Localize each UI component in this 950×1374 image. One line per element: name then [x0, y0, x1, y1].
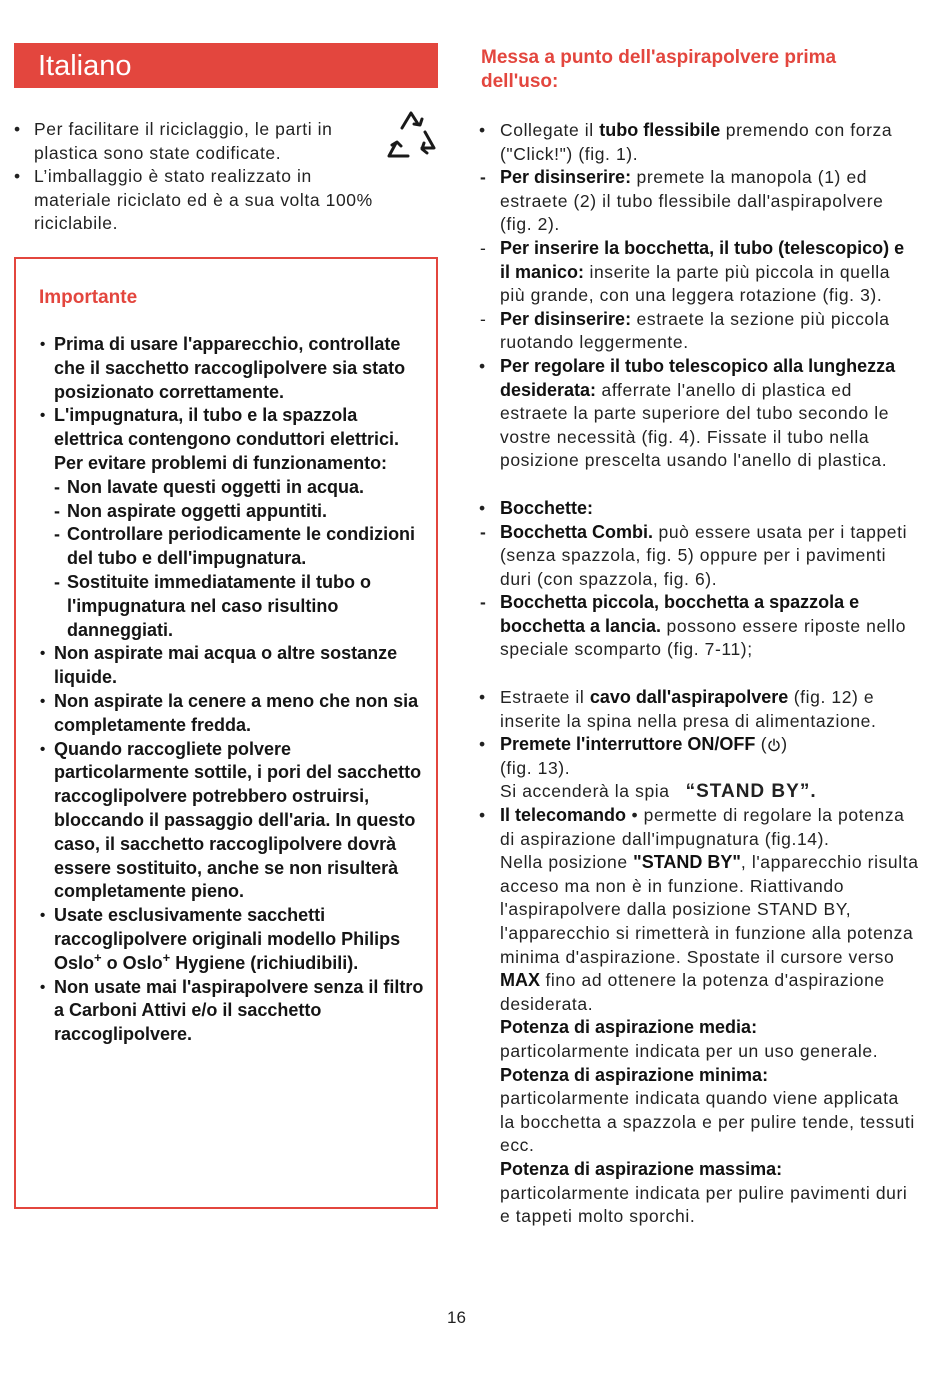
setup-text: particolarmente indicata per un uso generale. — [500, 1040, 879, 1061]
setup-item — [479, 804, 919, 1229]
setup-item — [479, 686, 919, 733]
setup-item — [479, 237, 919, 308]
page-number: 16 — [447, 1308, 466, 1327]
important-item — [40, 333, 430, 404]
setup-text: particolarmente indicata quando viene applicata la bocchetta a spazzola e per pulire tende, tessuti ecc. — [500, 1088, 915, 1156]
important-item — [40, 642, 430, 690]
setup-item — [479, 355, 919, 473]
setup-bold: cavo dall'aspirapolvere — [589, 687, 789, 708]
setup-text: ( — [755, 734, 768, 755]
setup-item — [479, 497, 919, 521]
setup-item — [479, 733, 919, 804]
setup-bold: Bocchetta piccola, bocchetta a spazzola e bocchetta a lancia. — [500, 592, 860, 636]
setup-text: Nella posizione — [500, 852, 634, 873]
spacer — [479, 662, 919, 686]
important-dash-item: - Sostituite immediatamente il tubo o l'impugnatura nel caso risultino danneggiati. — [54, 571, 430, 642]
spacer — [479, 473, 919, 497]
setup-text: ) — [781, 734, 788, 755]
setup-bold: Potenza di aspirazione minima: — [500, 1064, 769, 1085]
important-text: Hygiene (richiudibili). — [170, 952, 359, 973]
setup-text: estraete la sezione più piccola ruotando leggermente. — [500, 308, 890, 353]
important-title: Importante — [39, 287, 138, 308]
setup-text: particolarmente indicata per pulire pavimenti duri e tappeti molto sporchi. — [500, 1182, 908, 1227]
setup-bold: "STAND BY" — [633, 852, 741, 873]
intro-item: • L’imballaggio è stato realizzato in materiale riciclato ed è a sua volta 100% riciclabile. — [14, 165, 374, 236]
setup-bold: tubo flessibile — [599, 120, 721, 140]
important-text: Usate esclusivamente sacchetti raccoglipolvere originali modello Philips Oslo — [54, 905, 401, 973]
important-text: Quando raccogliete polvere particolarmente sottile, i pori del sacchetto raccoglipolvere potrebbero ostruirsi, bloccando il passaggio dell'aria. In questo caso, il sacchetto raccoglipolvere dovrà essere sostituito, anche se non risulterà completamente pieno. — [54, 738, 422, 902]
superscript-plus: + — [94, 949, 102, 965]
setup-bold: Per inserire la bocchetta, il tubo (telescopico) e il manico: — [500, 237, 905, 282]
setup-bold: Per disinserire: — [500, 167, 632, 188]
setup-item — [479, 521, 919, 592]
setup-text: fino ad ottenere la potenza d'aspirazione desiderata. — [500, 970, 885, 1014]
setup-bold: Bocchette: — [500, 497, 594, 518]
standby-label: “STAND BY”. — [685, 781, 817, 803]
setup-text: premendo con forza ("Click!") (fig. 1). — [500, 120, 893, 164]
setup-text: Collegate il — [500, 120, 600, 140]
setup-text: premete la manopola (1) ed estraete (2) il tubo flessibile dall'aspirapolvere (fig. 2). — [500, 167, 884, 235]
setup-text: Si accenderà la spia — [500, 781, 670, 802]
setup-bold: Potenza di aspirazione media: — [500, 1017, 758, 1038]
important-dash-item: - Controllare periodicamente le condizioni del tubo e dell'impugnatura. — [54, 523, 430, 571]
setup-text: può essere usata per i tappeti (senza spazzola, fig. 5) oppure per i pavimenti duri (con spazzola, fig. 6). — [500, 521, 908, 589]
recycle-icon — [382, 106, 440, 164]
setup-bold: Premete l'interruttore ON/OFF — [500, 734, 756, 755]
intro-list — [14, 118, 374, 236]
important-text: Non aspirate la cenere a meno che non sia completamente fredda. — [54, 690, 419, 735]
setup-text: afferrate l'anello di plastica ed estraete la parte superiore del tubo secondo le vostre necessità (fig. 4). Fissate il tubo nella posizione prescelta usando l'anello di plastica. — [500, 379, 890, 471]
setup-text: (fig. 13). — [500, 757, 571, 778]
important-item — [40, 404, 430, 642]
superscript-plus: + — [162, 949, 171, 965]
setup-text: (fig. 12) e inserite la spina nella presa di alimentazione. — [500, 687, 877, 731]
setup-item — [479, 308, 919, 355]
important-list — [40, 333, 430, 1047]
important-subtext: Per evitare problemi di funzionamento: — [54, 452, 388, 473]
setup-bold: MAX — [500, 970, 540, 991]
important-text: Non usate mai l'aspirapolvere senza il filtro a Carboni Attivi e/o il sacchetto raccoglipolvere. — [54, 976, 424, 1045]
intro-item: • Per facilitare il riciclaggio, le parti in plastica sono state codificate. — [14, 118, 374, 165]
setup-bold: Per regolare il tubo telescopico alla lunghezza desiderata: — [500, 355, 896, 400]
setup-item — [479, 166, 919, 237]
setup-bold: Per disinserire: — [500, 308, 632, 329]
important-item — [40, 976, 430, 1047]
important-box — [14, 257, 438, 1209]
setup-text: • permette di regolare la potenza di aspirazione dall'impugnatura (fig.14). — [500, 805, 905, 849]
setup-item — [479, 119, 919, 166]
setup-text: , l'apparecchio risulta acceso ma non è in funzione. Riattivando l'aspirapolvere dalla posizione STAND BY, l'apparecchio si rimetterà in funzione alla potenza minima d'aspirazione. Spostate il cursore verso — [500, 852, 919, 967]
important-text: Non aspirate mai acqua o altre sostanze liquide. — [54, 643, 398, 688]
setup-bold: Bocchetta Combi. — [500, 521, 654, 542]
setup-text: Estraete il — [500, 687, 590, 708]
setup-text: possono essere riposte nello speciale scomparto (fig. 7-11); — [500, 615, 907, 660]
important-dash-item: - Non aspirate oggetti appuntiti. — [54, 500, 430, 524]
important-text: Prima di usare l'apparecchio, controllate che il sacchetto raccoglipolvere sia stato posizionato correttamente. — [54, 334, 406, 402]
setup-title: Messa a punto dell'aspirapolvere prima dell'uso: — [481, 47, 837, 92]
setup-list — [479, 119, 919, 1229]
important-text: • L'impugnatura, il tubo e la spazzola elettrica contengono conduttori elettrici. — [54, 405, 400, 450]
important-item — [40, 904, 430, 975]
setup-text: inserite la parte più piccola in quella più grande, con una leggera rotazione (fig. 3). — [500, 261, 891, 306]
language-title: Italiano — [38, 50, 132, 82]
setup-item — [479, 591, 919, 662]
language-header-bar — [14, 43, 438, 88]
important-dash-item: - Non lavate questi oggetti in acqua. — [54, 476, 430, 500]
important-item — [40, 738, 430, 905]
setup-bold: Il telecomando — [500, 805, 627, 826]
important-text: o Oslo — [101, 952, 163, 973]
setup-bold: Potenza di aspirazione massima: — [500, 1158, 783, 1179]
power-icon — [767, 738, 781, 752]
important-item — [40, 690, 430, 738]
